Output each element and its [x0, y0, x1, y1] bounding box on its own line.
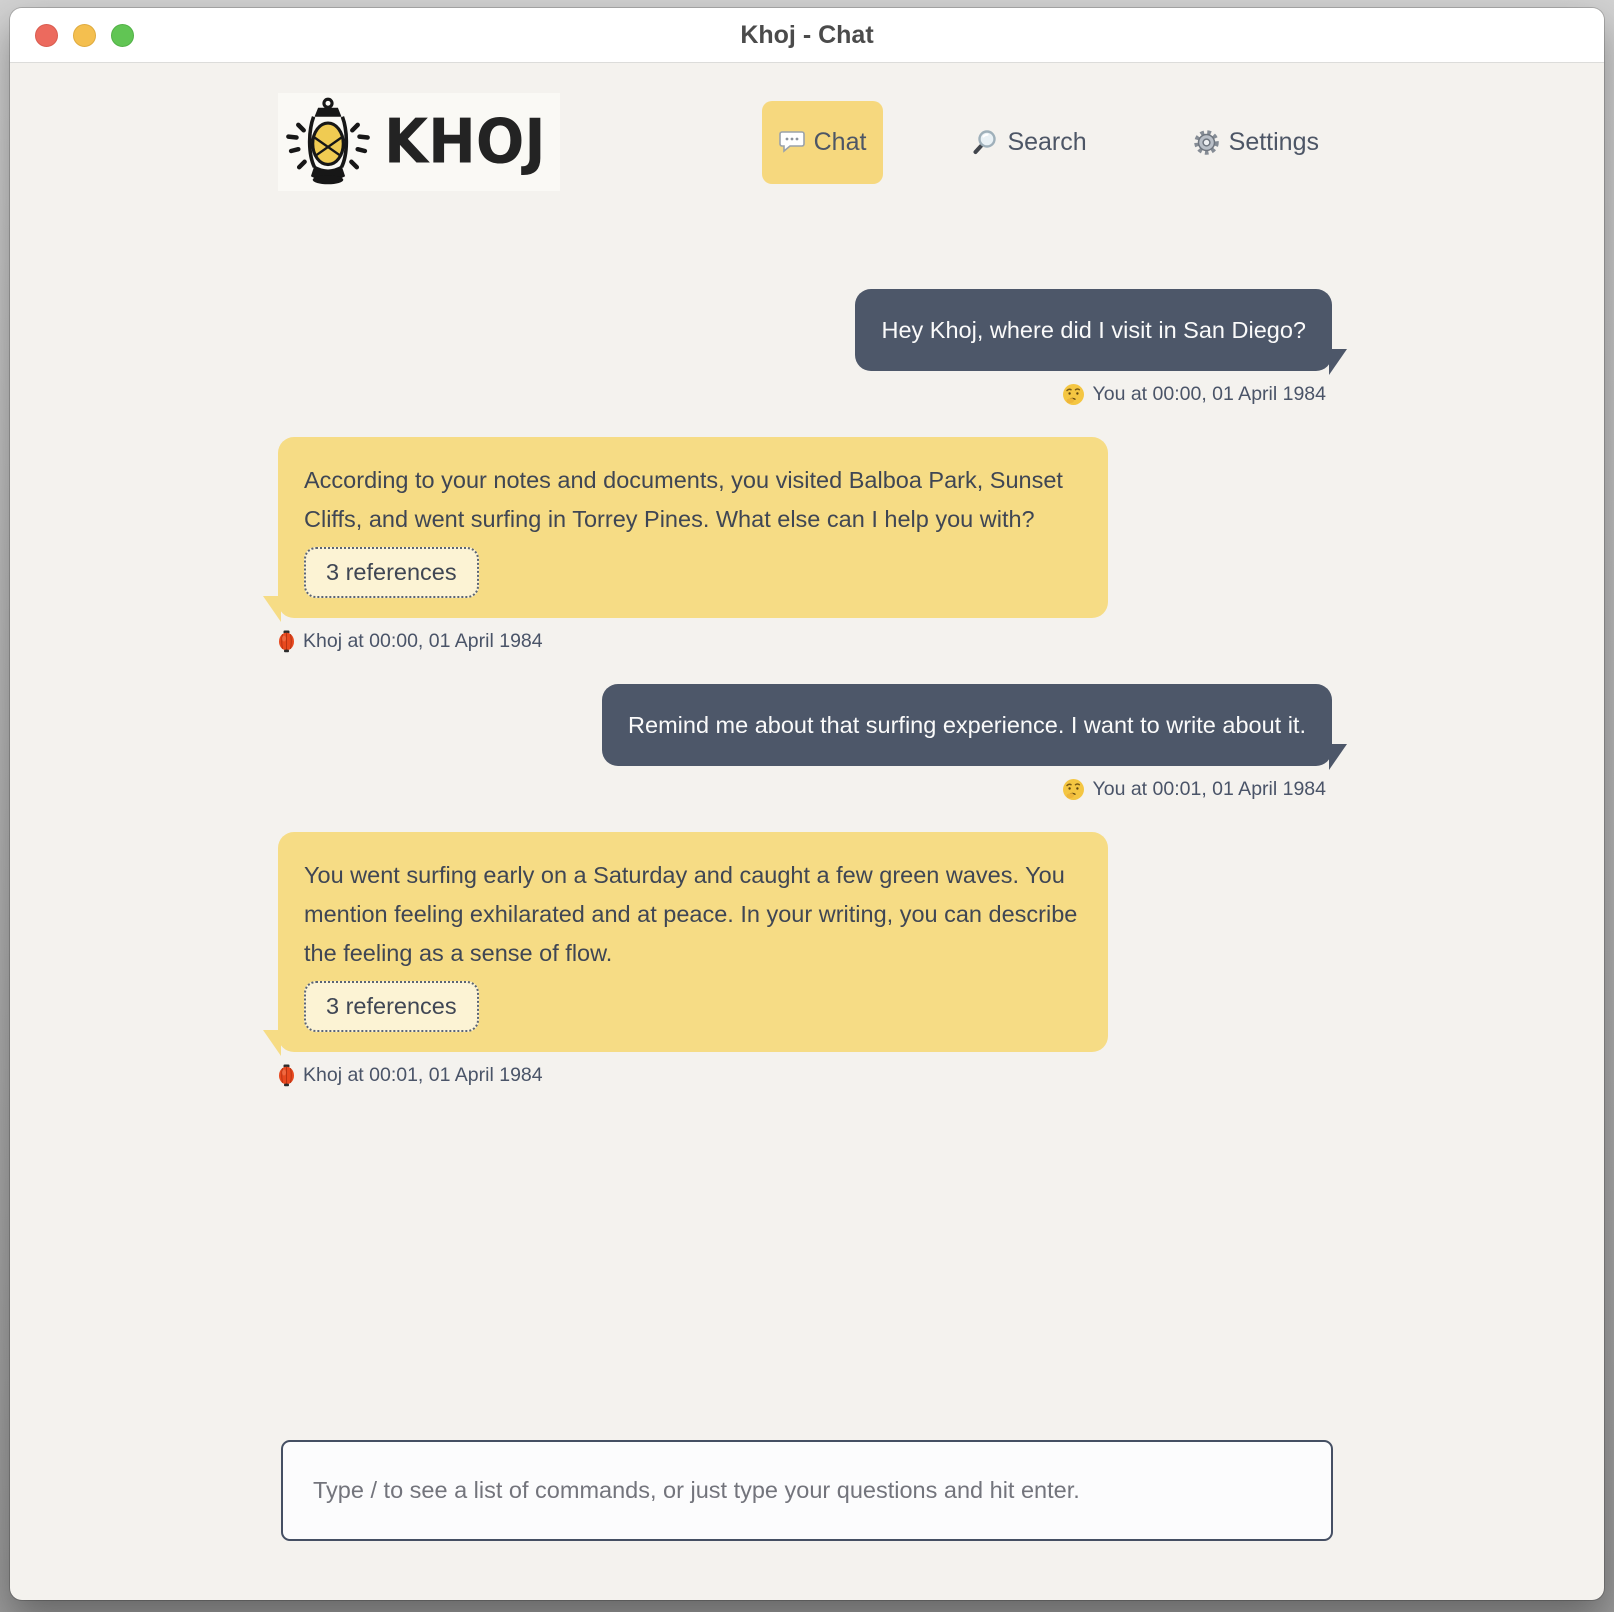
chat-message-khoj-1	[278, 437, 1336, 653]
khoj-message-text: According to your notes and documents, you visited Balboa Park, Sunset Cliffs, and went surfing in Torrey Pines. What else can I help you with?	[304, 467, 1063, 532]
app-header	[278, 95, 1336, 189]
nav-tab-search[interactable]	[955, 101, 1103, 184]
nav-tab-chat[interactable]	[762, 101, 884, 184]
window-title: Khoj - Chat	[740, 20, 874, 49]
khoj-logo	[278, 93, 560, 191]
logo-wordmark: KHOJ	[384, 106, 546, 178]
message-meta-text: Khoj at 00:00, 01 April 1984	[303, 630, 543, 652]
user-message-bubble: Hey Khoj, where did I visit in San Diego?	[855, 289, 1332, 371]
nav-tab-settings[interactable]	[1176, 101, 1336, 184]
message-meta-text: You at 00:01, 01 April 1984	[1092, 778, 1326, 800]
message-meta	[1062, 778, 1326, 801]
title-bar	[10, 8, 1604, 63]
nav-label-search: Search	[1007, 127, 1087, 156]
chat-message-khoj-2	[278, 832, 1336, 1087]
message-meta-text: Khoj at 00:01, 01 April 1984	[303, 1064, 543, 1086]
app-window	[10, 8, 1604, 1600]
nav-label-settings: Settings	[1228, 127, 1319, 156]
speech-balloon-icon	[779, 129, 805, 155]
chat-input[interactable]	[281, 1440, 1333, 1541]
chat-message-user-2	[278, 684, 1336, 801]
message-meta	[278, 630, 543, 653]
chat-area	[10, 189, 1604, 1440]
chat-message-user-1	[278, 289, 1336, 406]
gear-icon	[1193, 129, 1220, 156]
main-nav	[762, 101, 1336, 184]
message-list	[278, 289, 1336, 1087]
lantern-logo-icon	[282, 97, 374, 187]
nav-label-chat: Chat	[813, 127, 867, 156]
chat-input-area	[281, 1440, 1333, 1541]
khoj-message-bubble	[278, 437, 1108, 618]
thinking-face-icon	[1062, 383, 1085, 406]
khoj-message-bubble	[278, 832, 1108, 1052]
window-content	[10, 63, 1604, 1600]
red-lantern-icon	[278, 630, 295, 653]
magnifying-glass-icon	[972, 129, 998, 155]
red-lantern-icon	[278, 1064, 295, 1087]
references-button[interactable]: 3 references	[304, 547, 479, 598]
references-button[interactable]: 3 references	[304, 981, 479, 1032]
message-meta	[1062, 383, 1326, 406]
thinking-face-icon	[1062, 778, 1085, 801]
khoj-message-text: You went surfing early on a Saturday and caught a few green waves. You mention feeling exhilarated and at peace. In your writing, you can describe the feeling as a sense of flow.	[304, 862, 1078, 966]
message-meta-text: You at 00:00, 01 April 1984	[1092, 383, 1326, 405]
message-meta	[278, 1064, 543, 1087]
user-message-bubble: Remind me about that surfing experience. I want to write about it.	[602, 684, 1332, 766]
